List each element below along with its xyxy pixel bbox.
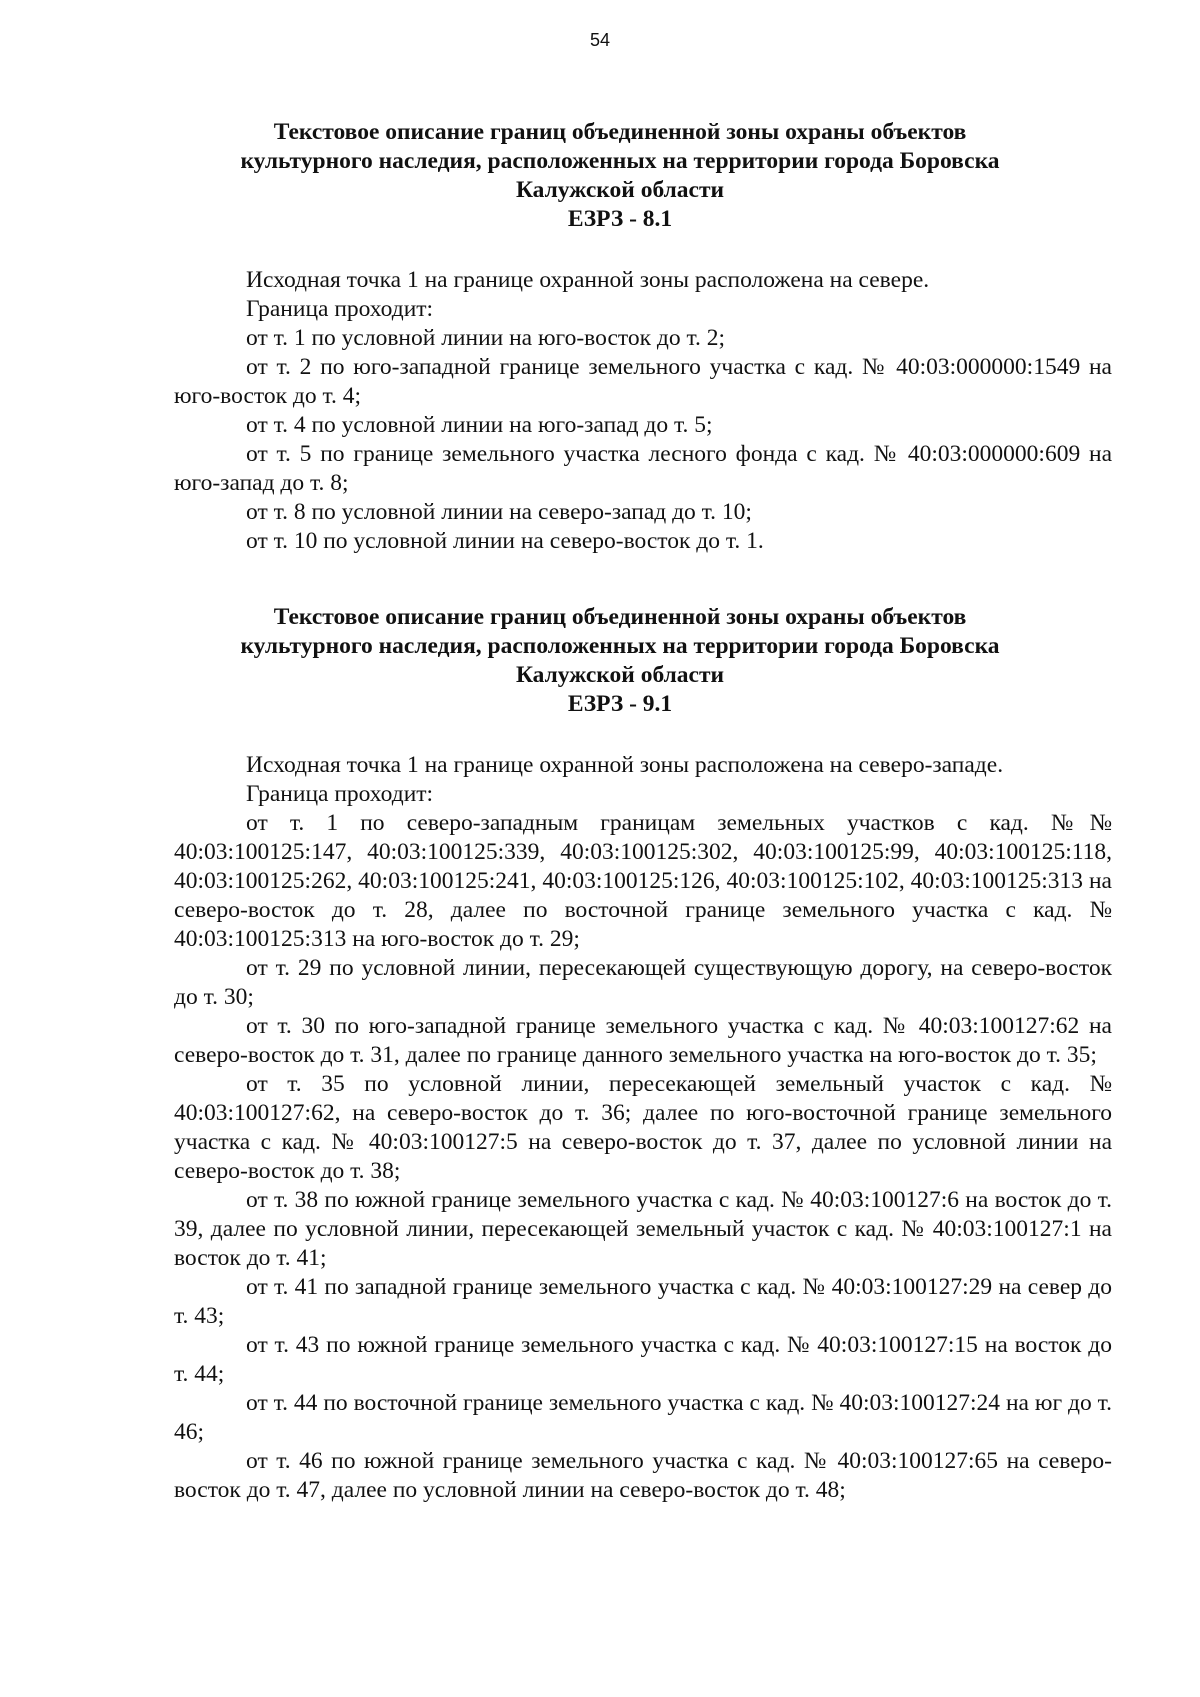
title-line: культурного наследия, расположенных на территории города Боровска [240, 148, 1000, 174]
paragraph: от т. 30 по юго-западной границе земельного участка с кад. № 40:03:100127:62 на северо-восток до т. 31, далее по границе данного земельного участка на юго-восток до т. 35; [174, 1013, 1112, 1068]
title-line: культурного наследия, расположенных на территории города Боровска [240, 633, 1000, 659]
title-line: Текстовое описание границ объединенной зоны охраны объектов [273, 119, 967, 145]
zone-code: ЕЗРЗ - 8.1 [567, 206, 673, 232]
title-line: Текстовое описание границ объединенной зоны охраны объектов [273, 604, 967, 630]
title-line: Калужской области [515, 662, 725, 688]
section-body-ezrz-8-1 [174, 266, 1112, 556]
paragraph: от т. 2 по юго-западной границе земельного участка с кад. № 40:03:000000:1549 на юго-восток до т. 4; [174, 354, 1112, 409]
zone-code: ЕЗРЗ - 9.1 [567, 691, 673, 717]
section-title-ezrz-9-1 [120, 603, 1120, 719]
paragraph: от т. 5 по границе земельного участка лесного фонда с кад. № 40:03:000000:609 на юго-запад до т. 8; [174, 441, 1112, 496]
page-number: 54 [589, 30, 611, 50]
paragraph: от т. 46 по южной границе земельного участка с кад. № 40:03:100127:65 на северо-восток до т. 47, далее по условной линии на северо-восток до т. 48; [174, 1448, 1112, 1503]
paragraph: Исходная точка 1 на границе охранной зоны расположена на севере. [246, 267, 930, 293]
section-title-ezrz-8-1 [120, 118, 1120, 234]
paragraph: от т. 38 по южной границе земельного участка с кад. № 40:03:100127:6 на восток до т. 39, далее по условной линии, пересекающей земельный участок с кад. № 40:03:100127:1 на восток до т. 41; [174, 1187, 1112, 1271]
paragraph: от т. 1 по условной линии на юго-восток до т. 2; [246, 325, 725, 351]
paragraph: от т. 29 по условной линии, пересекающей существующую дорогу, на северо-восток до т. 30; [174, 955, 1112, 1010]
paragraph: от т. 35 по условной линии, пересекающей земельный участок с кад. № 40:03:100127:62, на северо-восток до т. 36; далее по юго-восточной границе земельного участка с кад. № 40:03:100127:5 на северо-восток до т. 37, далее по условной линии на северо-восток до т. 38; [174, 1071, 1112, 1184]
paragraph: от т. 8 по условной линии на северо-запад до т. 10; [246, 499, 752, 525]
paragraph: от т. 1 по северо-западным границам земельных участков с кад. №№ 40:03:100125:147, 40:03:100125:339, 40:03:100125:302, 40:03:100125:99, 40:03:100125:118, 40:03:100125:262, 40:03:100125:241, 40:03:100125:126, 40:03:100125:102, 40:03:100125:313 на северо-восток до т. 28, далее по восточной границе земельного участка с кад. № 40:03:100125:313 на юго-восток до т. 29; [174, 810, 1112, 952]
section-body-ezrz-9-1 [174, 751, 1112, 1505]
paragraph: от т. 41 по западной границе земельного участка с кад. № 40:03:100127:29 на север до т. 43; [174, 1274, 1112, 1329]
paragraph: от т. 44 по восточной границе земельного участка с кад. № 40:03:100127:24 на юг до т. 46; [174, 1390, 1112, 1445]
paragraph: от т. 43 по южной границе земельного участка с кад. № 40:03:100127:15 на восток до т. 44; [174, 1332, 1112, 1387]
title-line: Калужской области [515, 177, 725, 203]
paragraph: от т. 10 по условной линии на северо-восток до т. 1. [246, 528, 764, 554]
paragraph: Исходная точка 1 на границе охранной зоны расположена на северо-западе. [246, 752, 1004, 778]
paragraph: Граница проходит: [246, 296, 434, 322]
paragraph: от т. 4 по условной линии на юго-запад до т. 5; [246, 412, 713, 438]
paragraph: Граница проходит: [246, 781, 434, 807]
